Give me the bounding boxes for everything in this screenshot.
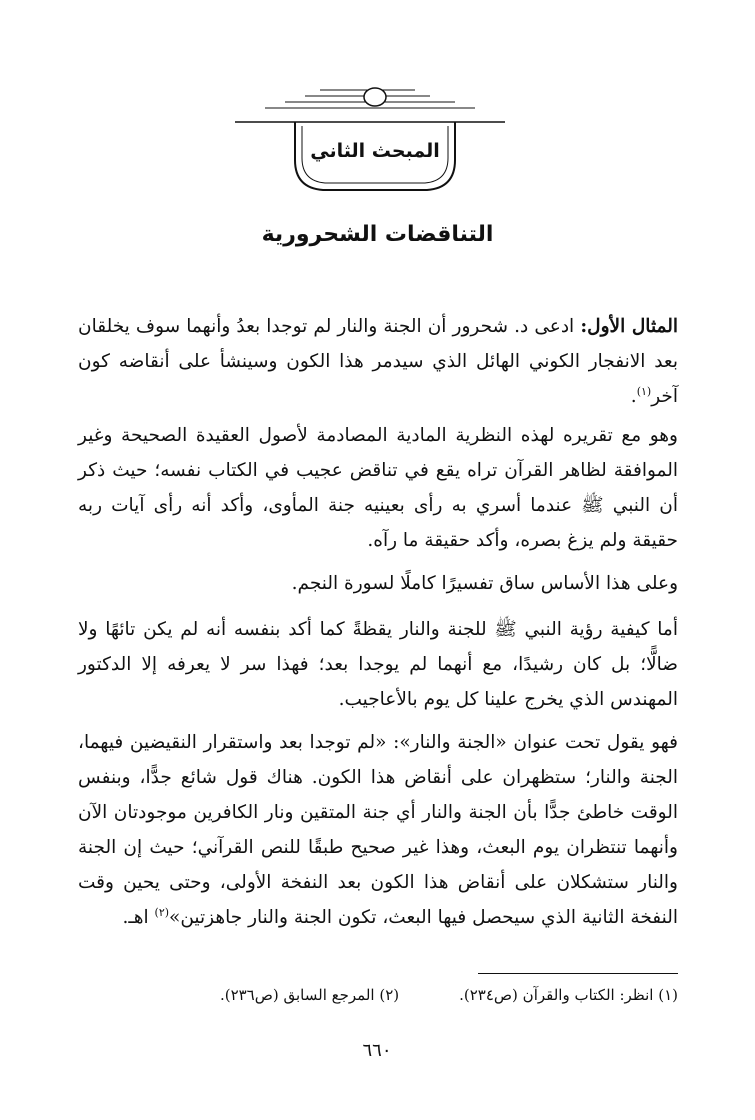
paragraph-five bbox=[78, 725, 678, 935]
footnote-1: (١) انظر: الكتاب والقرآن (ص٢٣٤). bbox=[459, 986, 678, 1004]
chapter-label: المبحث الثاني bbox=[310, 140, 440, 162]
paragraph-lead: المثال الأول: bbox=[580, 316, 678, 337]
paragraph-end: اهـ. bbox=[122, 907, 155, 928]
page-number: ٦٦٠ bbox=[362, 1040, 392, 1061]
paragraph-text: فهو يقول تحت عنوان «الجنة والنار»: «لم توجدا بعد واستقرار النقيضين فيهما، الجنة والنار؛ ستظهران على أنقاض هذا الكون. هناك قول شائع جدًّا، وبنفس الوقت خاطئ جدًّا بأن الجنة والنار أي جنة المتقين ونار الكافرين موجودتان الآن وأنهما تنتظران يوم البعث، وهذا غير صحيح طبقًا للنص القرآني؛ حيث إن الجنة والنار ستشكلان على أنقاض هذا الكون بعد النفخة الأولى، وحتى يحين وقت النفخة الثانية الذي سيحصل فيها البعث، تكون الجنة والنار جاهزتين» bbox=[78, 732, 678, 928]
paragraph-three: وعلى هذا الأساس ساق تفسيرًا كاملًا لسورة النجم. bbox=[291, 573, 678, 594]
paragraph-end: . bbox=[630, 386, 637, 407]
section-title: التناقضات الشحرورية bbox=[261, 222, 494, 247]
footnotes bbox=[130, 983, 678, 1007]
paragraph-four: أما كيفية رؤية النبي ﷺ للجنة والنار يقظةً كما أكد بنفسه أنه لم يكن تائهًا ولا ضالًّا؛ بل كان رشيدًا، مع أنهما لم يوجدا بعد؛ فهذا سر لا يعرفه إلا الدكتور المهندس الذي يخرج علينا كل يوم بالأعاجيب. bbox=[78, 619, 678, 710]
footnote-ref-2: (٢) bbox=[154, 905, 170, 919]
paragraph-example-one bbox=[78, 309, 678, 414]
footnote-ref-1: (١) bbox=[636, 384, 652, 398]
footnote-2: (٢) المرجع السابق (ص٢٣٦). bbox=[219, 986, 400, 1004]
footnote-separator bbox=[478, 973, 678, 974]
paragraph-text: ادعى د. شحرور أن الجنة والنار لم توجدا بعدُ وأنهما سوف يخلقان بعد الانفجار الكوني الهائل الذي سيدمر هذا الكون وسينشأ على أنقاضه كون آخر bbox=[78, 316, 678, 407]
paragraph-two: وهو مع تقريره لهذه النظرية المادية المصادمة لأصول العقيدة الصحيحة وغير الموافقة لظاهر القرآن تراه يقع في تناقض عجيب في الكتاب نفسه؛ حيث ذكر أن النبي ﷺ عندما أسري به رأى بعينيه جنة المأوى، وأكد أنه رأى آيات ربه حقيقة ولم يزغ بصره، وأكد حقيقة ما رآه. bbox=[78, 425, 678, 551]
